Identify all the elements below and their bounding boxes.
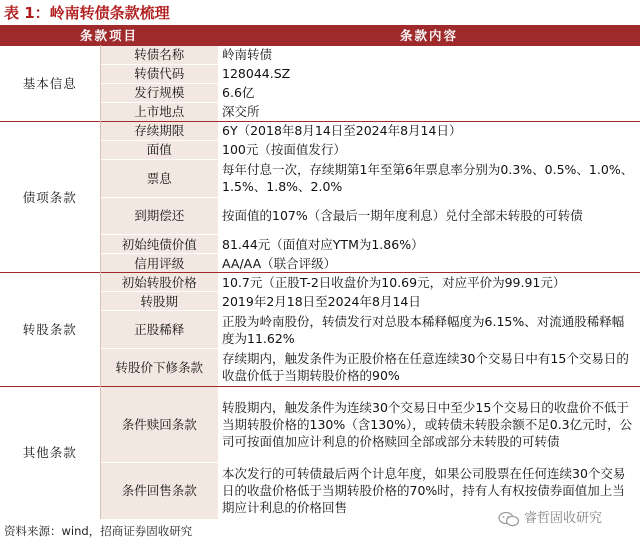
category-cell: 债项条款 [0, 121, 100, 273]
terms-table [0, 25, 640, 519]
category-cell: 基本信息 [0, 46, 100, 122]
term-content-cell: 6.6亿 [218, 83, 640, 102]
term-content-cell: 本次发行的可转债最后两个计息年度，如果公司股票在任何连续30个交易日的收盘价格低于当期转股价格的70%时，持有人有权按债券面值加上当期应计利息的价格回售 [218, 462, 640, 519]
term-item-cell: 转债名称 [100, 46, 218, 65]
header-col-terms: 条款项目 [0, 25, 218, 46]
term-item-cell: 条件赎回条款 [100, 386, 218, 462]
term-content-cell: 岭南转债 [218, 46, 640, 65]
term-item-cell: 初始转股价格 [100, 273, 218, 292]
term-content-cell: 128044.SZ [218, 64, 640, 83]
term-item-cell: 初始纯债价值 [100, 235, 218, 254]
term-content-cell: 每年付息一次，存续期第1年至第6年票息率分别为0.3%、0.5%、1.0%、1.5%、1.8%、2.0% [218, 159, 640, 197]
term-item-cell: 面值 [100, 140, 218, 159]
term-item-cell: 信用评级 [100, 254, 218, 273]
table-row [0, 386, 640, 462]
term-content-cell: 2019年2月18日至2024年8月14日 [218, 292, 640, 311]
term-content-cell: 深交所 [218, 102, 640, 121]
term-content-cell: AA/AA（联合评级） [218, 254, 640, 273]
term-item-cell: 到期偿还 [100, 197, 218, 235]
table-row [0, 273, 640, 292]
wechat-icon [498, 511, 520, 527]
term-item-cell: 上市地点 [100, 102, 218, 121]
term-content-cell: 6Y（2018年8月14日至2024年8月14日） [218, 121, 640, 140]
header-col-content: 条款内容 [218, 25, 640, 46]
table-header-row [0, 25, 640, 46]
watermark [498, 508, 602, 530]
term-content-cell: 10.7元（正股T-2日收盘价为10.69元，对应平价为99.91元） [218, 273, 640, 292]
term-item-cell: 转股期 [100, 292, 218, 311]
term-item-cell: 发行规模 [100, 83, 218, 102]
source-note: 资料来源：wind，招商证券固收研究 [4, 524, 193, 538]
term-content-cell: 100元（按面值发行） [218, 140, 640, 159]
watermark-text: 睿哲固收研究 [524, 511, 603, 526]
table-row [0, 46, 640, 65]
term-item-cell: 转股价下修条款 [100, 349, 218, 387]
category-cell: 其他条款 [0, 386, 100, 519]
term-content-cell: 转股期内，触发条件为连续30个交易日中至少15个交易日的收盘价不低于当期转股价格的130%（含130%），或转债未转股余额不足0.3亿元时，公司可按面值加应计利息的价格赎回全部或部分未转股的可转债 [218, 386, 640, 462]
category-cell: 转股条款 [0, 273, 100, 387]
term-content-cell: 正股为岭南股份，转债发行对总股本稀释幅度为6.15%、对流通股稀释幅度为11.62% [218, 311, 640, 349]
term-item-cell: 转债代码 [100, 64, 218, 83]
table-title: 表 1：岭南转债条款梳理 [4, 4, 170, 22]
term-item-cell: 条件回售条款 [100, 462, 218, 519]
table-row [0, 121, 640, 140]
term-content-cell: 按面值的107%（含最后一期年度利息）兑付全部未转股的可转债 [218, 197, 640, 235]
term-item-cell: 正股稀释 [100, 311, 218, 349]
term-content-cell: 存续期内，触发条件为正股价格在任意连续30个交易日中有15个交易日的收盘价低于当期转股价格的90% [218, 349, 640, 387]
term-content-cell: 81.44元（面值对应YTM为1.86%） [218, 235, 640, 254]
term-item-cell: 票息 [100, 159, 218, 197]
term-item-cell: 存续期限 [100, 121, 218, 140]
